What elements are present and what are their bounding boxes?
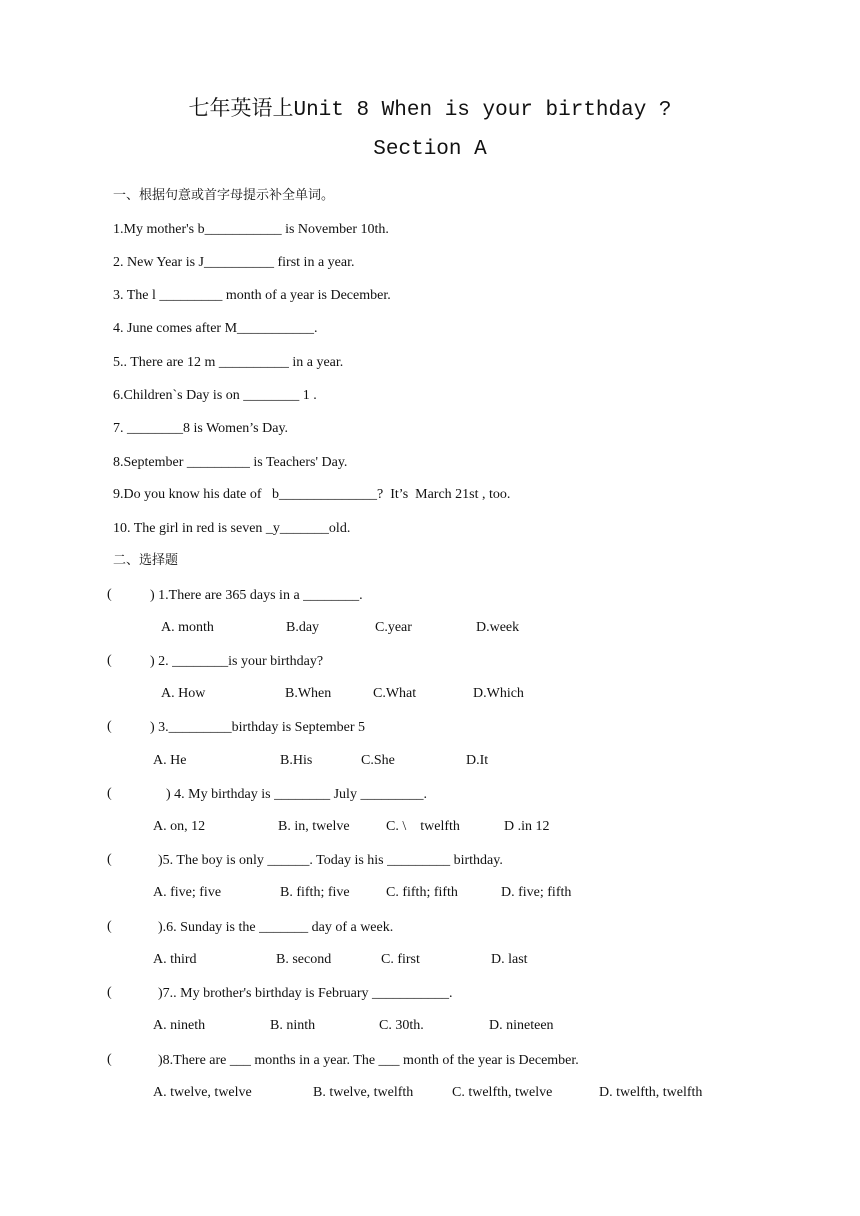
option-d: D .in 12 [504,819,550,834]
fill-in-item: 3. The l _________ month of a year is December. [113,288,391,303]
option-c: C. fifth; fifth [386,885,458,900]
option-d: D. last [491,952,528,967]
answer-paren: ( [107,1052,112,1067]
option-a: A. nineth [153,1018,206,1033]
option-a: A. How [161,686,206,701]
worksheet-title: 七年英语上Unit 8 When is your birthday ? [188,99,672,122]
question-stem: ) 1.There are 365 days in a ________. [150,588,363,603]
option-d: D. five; fifth [501,885,572,900]
option-c: C. 30th. [379,1018,424,1033]
answer-paren: ( [107,719,112,734]
question-stem: ) 2. ________is your birthday? [150,654,324,669]
option-c: C.What [373,686,417,701]
option-c: C.year [375,620,412,635]
option-a: A. month [161,620,214,635]
option-c: C. twelfth, twelve [452,1085,553,1100]
question-stem: )7.. My brother's birthday is February ___________. [158,986,453,1001]
option-c: C.She [361,753,395,768]
answer-paren: ( [107,985,112,1000]
option-b: B. second [276,952,332,967]
option-d: D. twelfth, twelfth [599,1085,703,1100]
option-a: A. third [153,952,197,967]
fill-in-item: 10. The girl in red is seven _y_______old. [113,521,351,536]
option-b: B. twelve, twelfth [313,1085,414,1100]
option-a: A. on, 12 [153,819,206,834]
option-b: B.day [286,620,320,635]
option-b: B. ninth [270,1018,316,1033]
option-a: A. He [153,753,187,768]
fill-in-item: 8.September _________ is Teachers' Day. [113,455,348,470]
option-d: D. nineteen [489,1018,554,1033]
option-b: B.When [285,686,332,701]
fill-in-item: 7. ________8 is Women’s Day. [113,421,289,436]
question-stem: ) 4. My birthday is ________ July _________. [166,787,427,802]
question-stem: ).6. Sunday is the _______ day of a week. [158,920,394,935]
option-d: D.Which [473,686,524,701]
part1-heading: 一、根据句意或首字母提示补全单词。 [113,188,335,203]
fill-in-item: 5.. There are 12 m __________ in a year. [113,355,344,370]
option-c: C. first [381,952,420,967]
option-a: A. twelve, twelve [153,1085,252,1100]
option-a: A. five; five [153,885,222,900]
answer-paren: ( [107,852,112,867]
answer-paren: ( [107,587,112,602]
option-b: B. fifth; five [280,885,350,900]
question-stem: ) 3._________birthday is September 5 [150,720,366,735]
option-b: B. in, twelve [278,819,350,834]
answer-paren: ( [107,786,112,801]
fill-in-item: 4. June comes after M___________. [113,321,318,336]
answer-paren: ( [107,653,112,668]
answer-paren: ( [107,919,112,934]
question-stem: )8.There are ___ months in a year. The ___ month of the year is December. [158,1053,579,1068]
question-stem: )5. The boy is only ______. Today is his _________ birthday. [158,853,503,868]
fill-in-item: 9.Do you know his date of b______________? It’s March 21st , too. [113,487,511,502]
fill-in-item: 6.Children`s Day is on ________ 1 . [113,388,317,403]
fill-in-item: 2. New Year is J__________ first in a year. [113,255,355,270]
option-c: C. \ twelfth [386,819,460,834]
option-d: D.It [466,753,489,768]
option-b: B.His [280,753,313,768]
worksheet-subtitle: Section A [373,138,487,161]
part2-heading: 二、选择题 [113,553,179,568]
fill-in-item: 1.My mother's b___________ is November 10th. [113,222,389,237]
option-d: D.week [476,620,520,635]
